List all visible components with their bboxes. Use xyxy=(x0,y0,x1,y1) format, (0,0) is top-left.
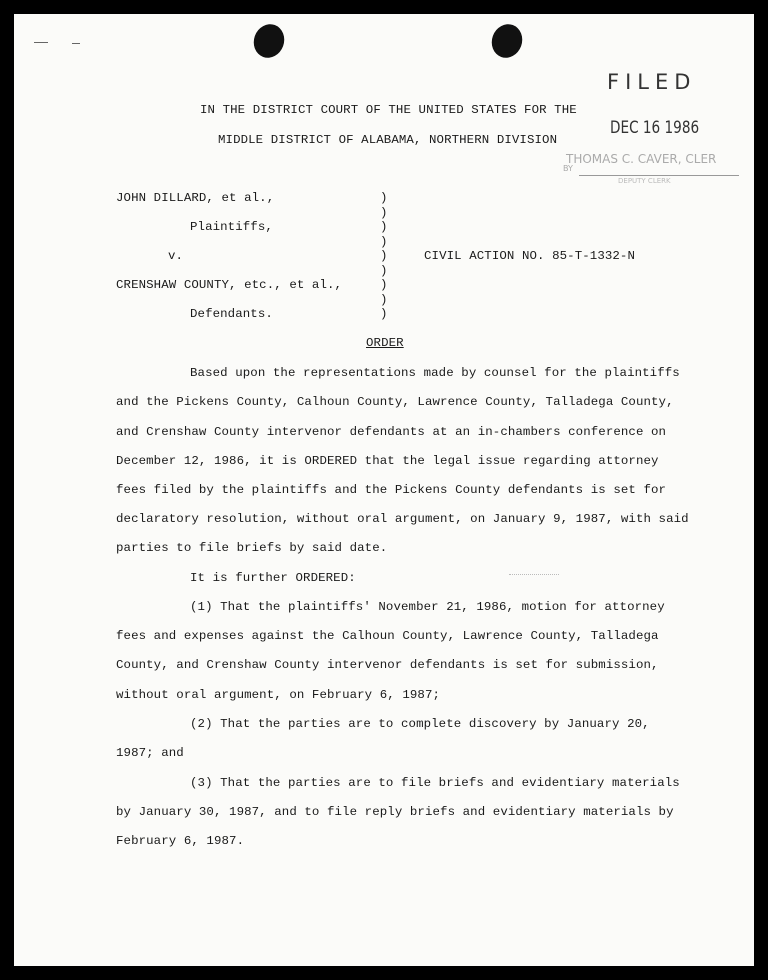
body-line: fees and expenses against the Calhoun County, Lawrence County, Talladega xyxy=(116,629,659,643)
body-line: (2) That the parties are to complete discovery by January 20, xyxy=(190,717,650,731)
paren: ) xyxy=(380,235,388,249)
body-line: (3) That the parties are to file briefs and evidentiary materials xyxy=(190,776,680,790)
body-line: County, and Crenshaw County intervenor defendants is set for submission, xyxy=(116,658,659,672)
body-line: declaratory resolution, without oral argument, on January 9, 1987, with said xyxy=(116,512,689,526)
body-line: by January 30, 1987, and to file reply briefs and evidentiary materials by xyxy=(116,805,674,819)
clerk-stamp: THOMAS C. CAVER, CLER xyxy=(566,152,717,166)
stamp-rule xyxy=(579,175,739,176)
filed-stamp: FILED xyxy=(607,70,697,94)
punch-hole-right xyxy=(487,20,527,62)
scan-mark xyxy=(72,43,80,44)
paren: ) xyxy=(380,278,388,292)
scan-mark xyxy=(34,42,48,43)
punch-hole-left xyxy=(249,20,289,62)
body-line: Based upon the representations made by counsel for the plaintiffs xyxy=(190,366,680,380)
paren: ) xyxy=(380,307,388,321)
defendant-name: CRENSHAW COUNTY, etc., et al., xyxy=(116,278,343,292)
body-line: and the Pickens County, Calhoun County, Lawrence County, Talladega County, xyxy=(116,395,674,409)
deputy-clerk-stamp: DEPUTY CLERK xyxy=(618,177,671,185)
body-line: February 6, 1987. xyxy=(116,834,245,848)
civil-action-number: CIVIL ACTION NO. 85-T-1332-N xyxy=(424,249,635,263)
court-header-line2: MIDDLE DISTRICT OF ALABAMA, NORTHERN DIVISION xyxy=(218,133,558,147)
paren: ) xyxy=(380,264,388,278)
paren: ) xyxy=(380,206,388,220)
body-line: and Crenshaw County intervenor defendants at an in-chambers conference on xyxy=(116,425,667,439)
paren: ) xyxy=(380,249,388,263)
court-header-line1: IN THE DISTRICT COURT OF THE UNITED STATES FOR THE xyxy=(200,103,577,117)
body-line: parties to file briefs by said date. xyxy=(116,541,388,555)
paren: ) xyxy=(380,220,388,234)
body-line: fees filed by the plaintiffs and the Pickens County defendants is set for xyxy=(116,483,667,497)
further-ordered: It is further ORDERED: xyxy=(190,571,356,585)
body-line: 1987; and xyxy=(116,746,184,760)
scan-smudge xyxy=(509,574,559,581)
document-page xyxy=(14,14,754,966)
filed-date-stamp: DEC 16 1986 xyxy=(610,118,700,138)
plaintiff-role: Plaintiffs, xyxy=(190,220,273,234)
by-stamp: BY xyxy=(563,164,573,173)
defendant-role: Defendants. xyxy=(190,307,273,321)
paren: ) xyxy=(380,293,388,307)
body-line: (1) That the plaintiffs' November 21, 1986, motion for attorney xyxy=(190,600,665,614)
body-line: without oral argument, on February 6, 1987; xyxy=(116,688,441,702)
versus: v. xyxy=(168,249,184,263)
body-line: December 12, 1986, it is ORDERED that the legal issue regarding attorney xyxy=(116,454,659,468)
plaintiff-name: JOHN DILLARD, et al., xyxy=(116,191,275,205)
order-title: ORDER xyxy=(366,336,404,350)
paren: ) xyxy=(380,191,388,205)
